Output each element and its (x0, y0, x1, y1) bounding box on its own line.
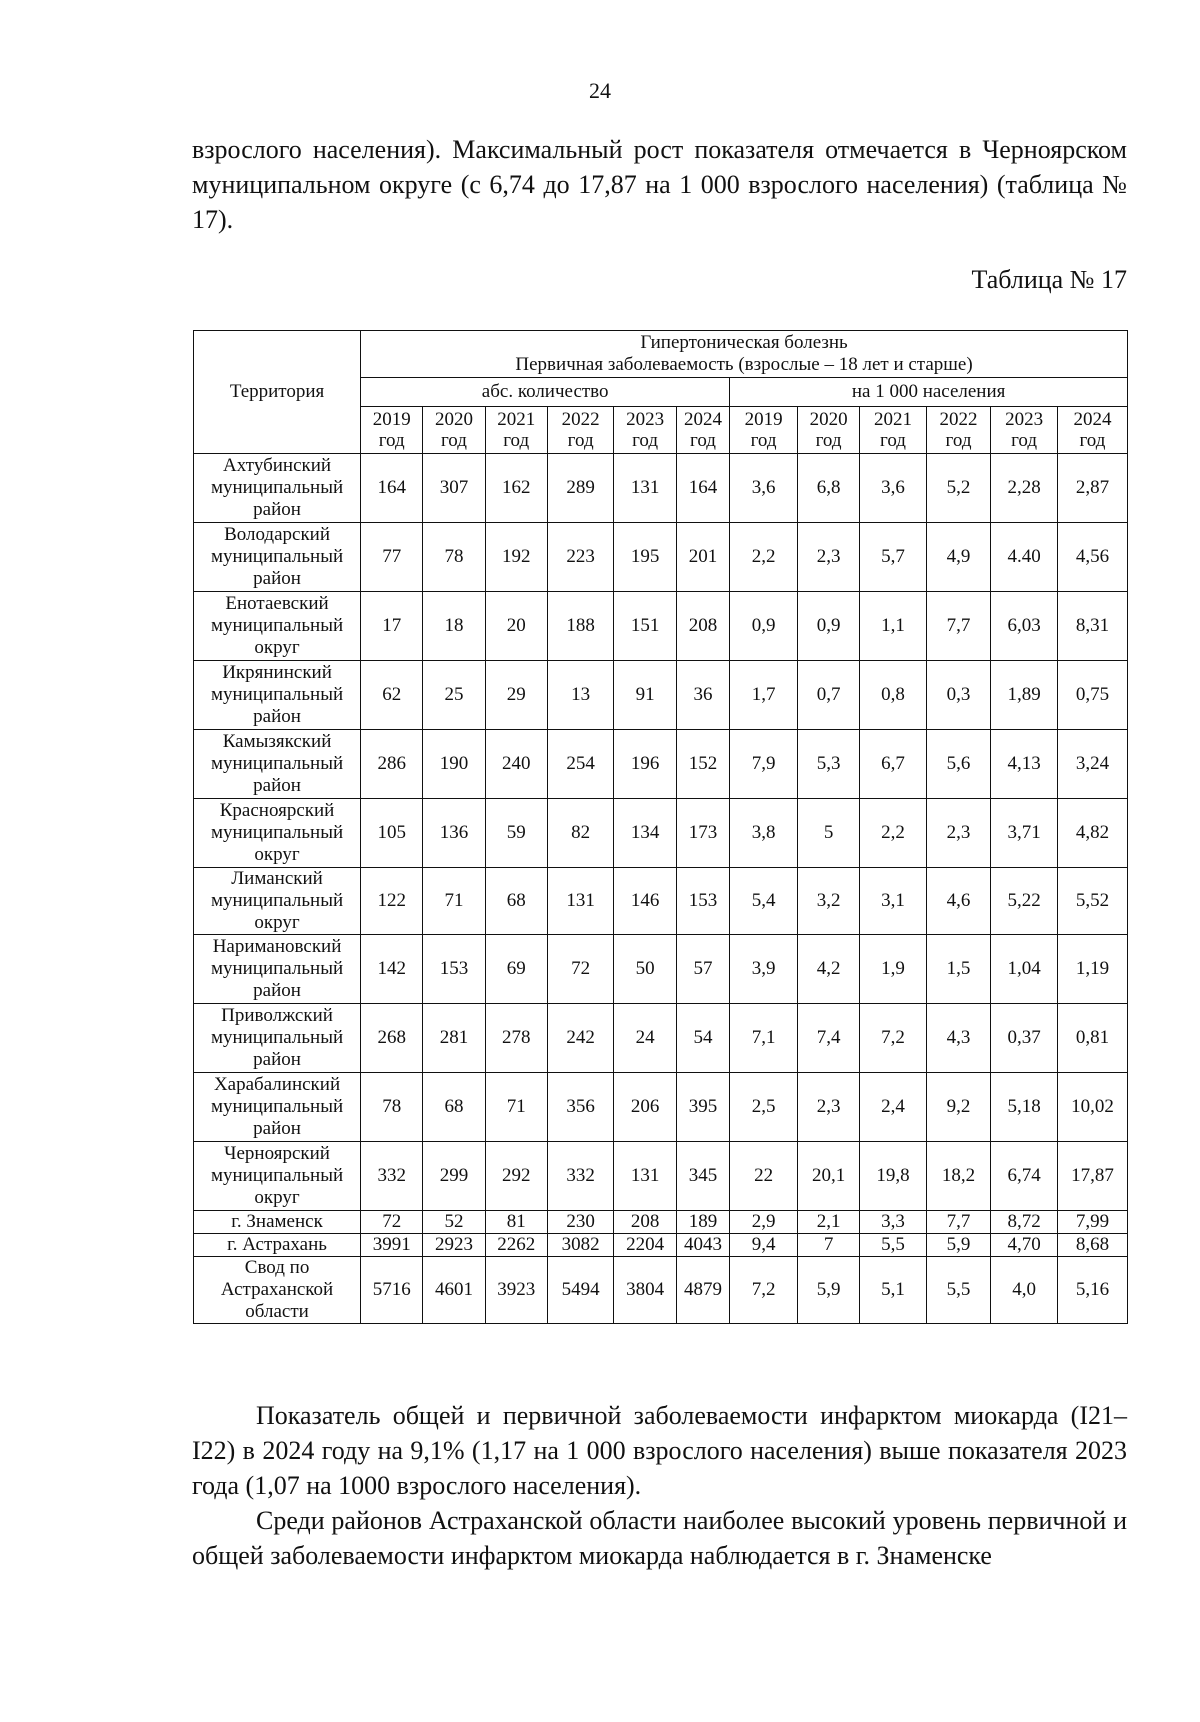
table-cell: 3,2 (797, 868, 859, 935)
territory-name: Лиманский муниципальный округ (194, 868, 361, 935)
table-cell: 7,2 (860, 1004, 927, 1073)
table-cell: 4,56 (1057, 523, 1127, 592)
main-header-subtitle: Первичная заболеваемость (взрослые – 18 лет и старше) (515, 354, 973, 375)
table-row (194, 661, 1128, 730)
table-row (194, 1142, 1128, 1211)
table-cell: 299 (423, 1142, 485, 1211)
table-cell: 254 (547, 730, 614, 799)
table-cell: 50 (614, 935, 676, 1004)
table-cell: 5 (797, 799, 859, 868)
table-cell: 131 (547, 868, 614, 935)
table-cell: 192 (485, 523, 547, 592)
table-cell: 2,1 (797, 1211, 859, 1234)
table-cell: 188 (547, 592, 614, 661)
table-cell: 1,89 (991, 661, 1058, 730)
table-cell: 29 (485, 661, 547, 730)
table-cell: 6,74 (991, 1142, 1058, 1211)
table-cell: 278 (485, 1004, 547, 1073)
table-cell: 13 (547, 661, 614, 730)
table-cell: 4879 (676, 1257, 730, 1324)
table-cell: 71 (485, 1073, 547, 1142)
territory-name: Харабалинский муниципальный район (194, 1073, 361, 1142)
table-cell: 2204 (614, 1234, 676, 1257)
table-cell: 230 (547, 1211, 614, 1234)
table-cell: 208 (614, 1211, 676, 1234)
table-cell: 1,7 (730, 661, 798, 730)
table-cell: 4601 (423, 1257, 485, 1324)
table-cell: 20 (485, 592, 547, 661)
table-cell: 240 (485, 730, 547, 799)
table-cell: 36 (676, 661, 730, 730)
table-cell: 195 (614, 523, 676, 592)
districts-paragraph: Среди районов Астраханской области наиболее высокий уровень первичной и общей заболеваемости инфарктом миокарда наблюдается в г. Знаменске (192, 1506, 1127, 1570)
table-cell: 164 (361, 454, 423, 523)
table-cell: 78 (423, 523, 485, 592)
table-cell: 4,70 (991, 1234, 1058, 1257)
table-row (194, 454, 1128, 523)
year-header: 2024 год (676, 407, 730, 454)
table-cell: 5716 (361, 1257, 423, 1324)
table-row (194, 868, 1128, 935)
group-header-per-1000: на 1 000 населения (730, 378, 1128, 407)
table-cell: 131 (614, 454, 676, 523)
table-cell: 5,6 (926, 730, 990, 799)
year-header: 2020 год (423, 407, 485, 454)
table-cell: 2,5 (730, 1073, 798, 1142)
year-header: 2021 год (485, 407, 547, 454)
table-cell: 5,9 (926, 1234, 990, 1257)
table-row (194, 1211, 1128, 1234)
table-row (194, 523, 1128, 592)
table-cell: 208 (676, 592, 730, 661)
table-cell: 2,28 (991, 454, 1058, 523)
table-cell: 24 (614, 1004, 676, 1073)
table-cell: 0,81 (1057, 1004, 1127, 1073)
table-cell: 54 (676, 1004, 730, 1073)
territory-name: Икрянинский муниципальный район (194, 661, 361, 730)
table-cell: 5,9 (797, 1257, 859, 1324)
table-cell: 206 (614, 1073, 676, 1142)
table-cell: 5,7 (860, 523, 927, 592)
table-cell: 5494 (547, 1257, 614, 1324)
territory-header: Территория (194, 331, 361, 454)
table-cell: 3,1 (860, 868, 927, 935)
year-header: 2022 год (547, 407, 614, 454)
table-row (194, 799, 1128, 868)
year-header: 2024 год (1057, 407, 1127, 454)
year-header: 2021 год (860, 407, 927, 454)
year-header: 2019 год (361, 407, 423, 454)
table-cell: 59 (485, 799, 547, 868)
year-header: 2023 год (991, 407, 1058, 454)
table-cell: 307 (423, 454, 485, 523)
table-cell: 17 (361, 592, 423, 661)
table-cell: 162 (485, 454, 547, 523)
table-cell: 9,4 (730, 1234, 798, 1257)
table-cell: 0,37 (991, 1004, 1058, 1073)
table-cell: 2,3 (797, 1073, 859, 1142)
table-cell: 82 (547, 799, 614, 868)
table-cell: 72 (547, 935, 614, 1004)
table-cell: 5,5 (860, 1234, 927, 1257)
table-cell: 0,9 (730, 592, 798, 661)
table-cell: 3923 (485, 1257, 547, 1324)
table-cell: 7,1 (730, 1004, 798, 1073)
table-cell: 242 (547, 1004, 614, 1073)
territory-name: Ахтубинский муниципальный район (194, 454, 361, 523)
table-body (194, 454, 1128, 1324)
table-row (194, 1004, 1128, 1073)
table-cell: 6,8 (797, 454, 859, 523)
page-number: 24 (589, 78, 611, 103)
table-cell: 131 (614, 1142, 676, 1211)
table-cell: 25 (423, 661, 485, 730)
territory-name: Камызякский муниципальный район (194, 730, 361, 799)
table-cell: 0,3 (926, 661, 990, 730)
table-row (194, 592, 1128, 661)
table-cell: 3082 (547, 1234, 614, 1257)
table-cell: 57 (676, 935, 730, 1004)
table-cell: 7,99 (1057, 1211, 1127, 1234)
territory-name: Красноярский муниципальный округ (194, 799, 361, 868)
table-cell: 7,2 (730, 1257, 798, 1324)
table-cell: 8,68 (1057, 1234, 1127, 1257)
table-cell: 0,8 (860, 661, 927, 730)
table-cell: 152 (676, 730, 730, 799)
table-cell: 6,03 (991, 592, 1058, 661)
year-header: 2019 год (730, 407, 798, 454)
table-cell: 281 (423, 1004, 485, 1073)
table-cell: 5,18 (991, 1073, 1058, 1142)
table-cell: 153 (423, 935, 485, 1004)
table-cell: 7,9 (730, 730, 798, 799)
table-cell: 3,6 (860, 454, 927, 523)
table-cell: 190 (423, 730, 485, 799)
table-cell: 4,0 (991, 1257, 1058, 1324)
table-cell: 68 (485, 868, 547, 935)
intro-paragraph: взрослого населения). Максимальный рост показателя отмечается в Черноярском муниципальном округе (с 6,74 до 17,87 на 1 000 взрослого населения) (таблица № 17). (192, 135, 1127, 234)
table-cell: 4043 (676, 1234, 730, 1257)
table-cell: 268 (361, 1004, 423, 1073)
table-cell: 2,2 (860, 799, 927, 868)
territory-name: г. Астрахань (194, 1234, 361, 1257)
table-cell: 189 (676, 1211, 730, 1234)
table-cell: 332 (547, 1142, 614, 1211)
group-header-abs: абс. количество (361, 378, 730, 407)
table-cell: 2923 (423, 1234, 485, 1257)
table-cell: 1,04 (991, 935, 1058, 1004)
table-row (194, 1234, 1128, 1257)
territory-name: Черноярский муниципальный округ (194, 1142, 361, 1211)
table-cell: 72 (361, 1211, 423, 1234)
main-header-title: Гипертоническая болезнь (640, 332, 848, 353)
table-cell: 3,24 (1057, 730, 1127, 799)
table-cell: 395 (676, 1073, 730, 1142)
table-cell: 286 (361, 730, 423, 799)
table-cell: 2,3 (797, 523, 859, 592)
table-cell: 91 (614, 661, 676, 730)
table-cell: 0,7 (797, 661, 859, 730)
table-cell: 22 (730, 1142, 798, 1211)
table-cell: 52 (423, 1211, 485, 1234)
table-cell: 4,2 (797, 935, 859, 1004)
table-cell: 7,7 (926, 592, 990, 661)
table-cell: 136 (423, 799, 485, 868)
table-cell: 6,7 (860, 730, 927, 799)
table-cell: 20,1 (797, 1142, 859, 1211)
table-cell: 10,02 (1057, 1073, 1127, 1142)
table-cell: 4,3 (926, 1004, 990, 1073)
table-cell: 356 (547, 1073, 614, 1142)
table-cell: 2262 (485, 1234, 547, 1257)
table-cell: 164 (676, 454, 730, 523)
table-cell: 69 (485, 935, 547, 1004)
table-cell: 4,82 (1057, 799, 1127, 868)
table-cell: 3804 (614, 1257, 676, 1324)
territory-name: Свод по Астраханской области (194, 1257, 361, 1324)
table-cell: 2,9 (730, 1211, 798, 1234)
table-row (194, 730, 1128, 799)
territory-name: Енотаевский муниципальный округ (194, 592, 361, 661)
territory-name: Володарский муниципальный район (194, 523, 361, 592)
table-cell: 223 (547, 523, 614, 592)
table-cell: 345 (676, 1142, 730, 1211)
table-cell: 5,1 (860, 1257, 927, 1324)
table-cell: 7 (797, 1234, 859, 1257)
table-cell: 5,22 (991, 868, 1058, 935)
table-cell: 7,4 (797, 1004, 859, 1073)
table-caption: Таблица № 17 (971, 265, 1127, 294)
table-cell: 62 (361, 661, 423, 730)
table-cell: 9,2 (926, 1073, 990, 1142)
territory-name: Наримановский муниципальный район (194, 935, 361, 1004)
table-cell: 1,19 (1057, 935, 1127, 1004)
table-cell: 134 (614, 799, 676, 868)
table-cell: 2,87 (1057, 454, 1127, 523)
table-cell: 7,7 (926, 1211, 990, 1234)
year-header: 2020 год (797, 407, 859, 454)
table-cell: 2,4 (860, 1073, 927, 1142)
table-cell: 5,52 (1057, 868, 1127, 935)
table-cell: 4,6 (926, 868, 990, 935)
year-header: 2023 год (614, 407, 676, 454)
table-row (194, 935, 1128, 1004)
table-cell: 81 (485, 1211, 547, 1234)
table-cell: 71 (423, 868, 485, 935)
table-cell: 18,2 (926, 1142, 990, 1211)
table-cell: 4.40 (991, 523, 1058, 592)
table-cell: 142 (361, 935, 423, 1004)
table-cell: 173 (676, 799, 730, 868)
table-cell: 2,2 (730, 523, 798, 592)
table-cell: 0,75 (1057, 661, 1127, 730)
table-cell: 5,5 (926, 1257, 990, 1324)
table-cell: 3,71 (991, 799, 1058, 868)
table-cell: 201 (676, 523, 730, 592)
table-cell: 3,6 (730, 454, 798, 523)
table-cell: 18 (423, 592, 485, 661)
table-cell: 5,16 (1057, 1257, 1127, 1324)
table-cell: 332 (361, 1142, 423, 1211)
table-cell: 77 (361, 523, 423, 592)
table-cell: 289 (547, 454, 614, 523)
table-cell: 1,1 (860, 592, 927, 661)
table-cell: 4,9 (926, 523, 990, 592)
table-cell: 151 (614, 592, 676, 661)
main-header (361, 331, 1128, 378)
table-cell: 5,4 (730, 868, 798, 935)
infarction-paragraph: Показатель общей и первичной заболеваемости инфарктом миокарда (I21–I22) в 2024 году на 9,1% (1,17 на 1 000 взрослого населения) выше показателя 2023 года (1,07 на 1000 взрослого населения). (192, 1401, 1127, 1500)
table-cell: 68 (423, 1073, 485, 1142)
table-cell: 122 (361, 868, 423, 935)
table-cell: 5,2 (926, 454, 990, 523)
table-cell: 0,9 (797, 592, 859, 661)
table-cell: 19,8 (860, 1142, 927, 1211)
table-cell: 78 (361, 1073, 423, 1142)
table-cell: 146 (614, 868, 676, 935)
table-cell: 3,8 (730, 799, 798, 868)
table-cell: 153 (676, 868, 730, 935)
table-cell: 5,3 (797, 730, 859, 799)
table-row (194, 1073, 1128, 1142)
table-cell: 1,9 (860, 935, 927, 1004)
territory-name: Приволжский муниципальный район (194, 1004, 361, 1073)
table-cell: 3991 (361, 1234, 423, 1257)
table-cell: 1,5 (926, 935, 990, 1004)
morbidity-table (193, 330, 1128, 1324)
table-cell: 8,31 (1057, 592, 1127, 661)
table-cell: 17,87 (1057, 1142, 1127, 1211)
table-cell: 105 (361, 799, 423, 868)
territory-name: г. Знаменск (194, 1211, 361, 1234)
table-cell: 2,3 (926, 799, 990, 868)
table-cell: 292 (485, 1142, 547, 1211)
table-cell: 3,3 (860, 1211, 927, 1234)
table-cell: 3,9 (730, 935, 798, 1004)
table-row (194, 1257, 1128, 1324)
year-header: 2022 год (926, 407, 990, 454)
table-cell: 8,72 (991, 1211, 1058, 1234)
table-cell: 4,13 (991, 730, 1058, 799)
table-cell: 196 (614, 730, 676, 799)
